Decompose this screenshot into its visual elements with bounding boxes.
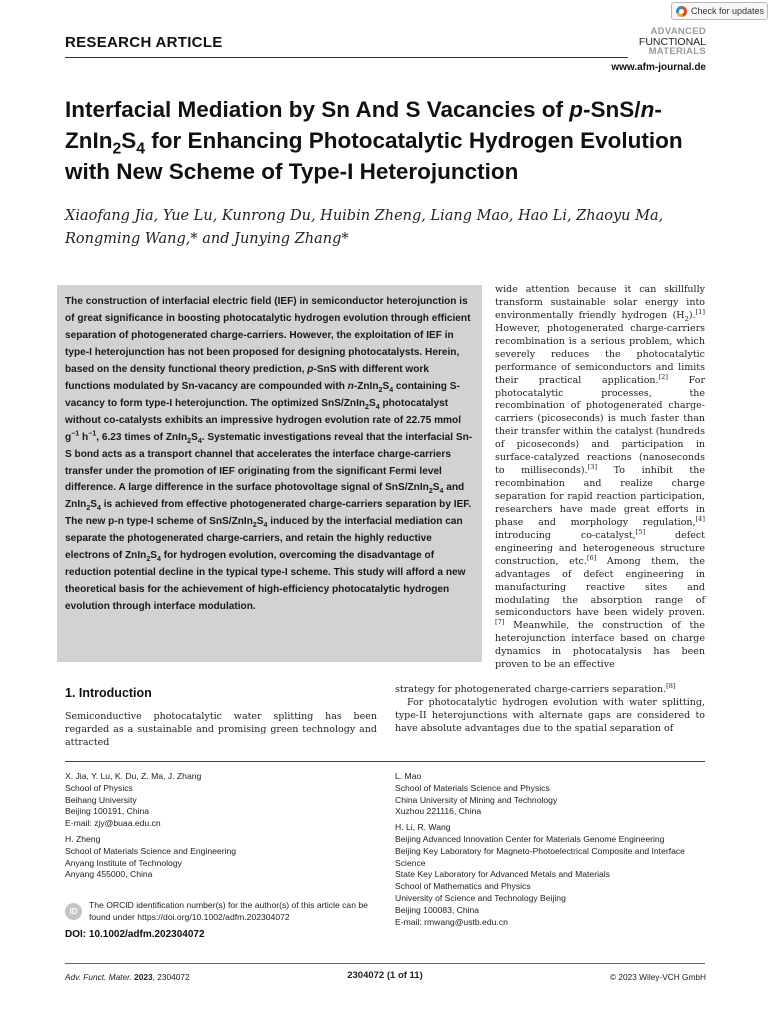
intro-wide-line: strategy for photogenerated charge-carriers separation.[8] [395,681,676,695]
doi-link[interactable]: DOI: 10.1002/adfm.202304072 [65,929,205,940]
affiliation-line: L. Mao [395,771,422,781]
affiliation-line: Beihang University [65,794,137,805]
intro-wide-paragraph: For photocatalytic hydrogen evolution with water splitting, type-II heterojunctions with alternate gaps are considered to have absolute advantages due to the spatial separation of [395,696,705,734]
affiliation-divider [65,761,705,762]
author-list: Xiaofang Jia, Yue Lu, Kunrong Du, Huibin Zheng, Liang Mao, Hao Li, Zhaoyu Ma, Rongming Wang,* and Junying Zhang* [65,208,664,247]
journal-logo [626,27,706,57]
intro-right-column: wide attention because it can skillfully transform sustainable solar energy into environmentally friendly hydrogen $(H_2).[1]$ However, photogenerated charge-carriers recombination is a serious problem, which severely reduces the photocatalytic performance of semiconductors and limits their practical application.[2] For photocatalytic processes, the recombination of photogenerated charge-carriers (picoseconds) is much faster than their transfer within the catalyst (hundreds of picoseconds) and participation in surface-catalyzed reactions (nanoseconds to milliseconds).[3] To inhibit the recombination and realize charge separation for rapid reaction participation, researchers have made great efforts in phase and morphology regulation,[4] introducing co-catalyst,[5] defect engineering and heterogeneous structure construction, etc.[6] Among them, the advantages of defect engineering in manufacturing reactive sites and modulating the absorption range of semiconductors have been widely proven.[7] Meanwhile, the construction of the heterojunction interface based on charge dynamics in photocatalysis has been proven to be an effective [495,284,706,671]
affiliation-line: Anyang Institute of Technology [65,857,182,868]
check-updates-icon [676,6,687,17]
affiliation-line: X. Jia, Y. Lu, K. Du, Z. Ma, J. Zhang [65,771,202,781]
orcid-icon: ID [65,903,82,920]
section-label: RESEARCH ARTICLE [65,34,223,51]
affiliation-line: School of Physics [65,782,133,793]
footer-citation: Adv. Funct. Mater. 2023, 2304072 [65,972,190,982]
affiliations-left [65,771,365,881]
affiliation-line: China University of Mining and Technology [395,794,558,805]
affiliation-line: Xuzhou 221116, China [395,806,482,817]
footer-divider [65,963,705,964]
affiliation-line: Beijing 100083, China [395,904,480,915]
logo-line-2: FUNCTIONAL [638,36,706,48]
affiliation-line: H. Zheng [65,833,101,844]
affiliation-line: School of Materials Science and Physics [395,782,550,793]
affiliation-line: Beijing Key Laboratory for Magneto-Photoelectrical Composite and Interface Science [395,845,685,868]
article-title: Interfacial Mediation by Sn And S Vacancies of $p-SnS/n-ZnIn_2S_4$ for Enhancing Photocatalytic Hydrogen Evolution with New Scheme of Type-I Heterojunction [65,97,683,184]
journal-url-link[interactable]: www.afm-journal.de [611,62,706,73]
orcid-note[interactable]: The ORCID identification number(s) for the author(s) of this article can be found under https://doi.org/10.1002/adfm.202304072 [89,900,368,922]
affiliation-line: H. Li, R. Wang [395,822,451,833]
footer-copyright: © 2023 Wiley-VCH GmbH [609,972,706,982]
section-heading-introduction: 1. Introduction [65,686,152,700]
intro-wide-column [395,681,705,736]
check-updates-label: Check for updates [691,6,765,16]
affiliation-line: Beijing Advanced Innovation Center for Materials Genome Engineering [395,833,665,844]
logo-line-1: ADVANCED [650,26,706,37]
affiliation-email[interactable]: E-mail: rmwang@ustb.edu.cn [395,916,508,927]
affiliation-line: University of Science and Technology Beijing [395,892,566,903]
logo-line-3: MATERIALS [648,46,706,57]
affiliation-line: Anyang 455000, China [65,869,153,880]
footer-year: 2023 [134,972,153,982]
footer-journal: Adv. Funct. Mater. [65,972,132,982]
intro-left-column: Semiconductive photocatalytic water splitting has been regarded as a sustainable and promising green technology and attracted [65,711,377,748]
page-number: 2304072 (1 of 11) [347,970,423,981]
affiliation-line: School of Mathematics and Physics [395,881,531,892]
abstract-box: The construction of interfacial electric field (IEF) in semiconductor heterojunction is of great significance in boosting photocatalytic hydrogen evolution through efficient separation of photogenerated charge-carriers. However, the exploitation of IEF in type-I heterojunction has not been proposed for designing photocatalysts. Herein, based on the density functional theory prediction, p-SnS with different work functions modulated by Sn-vacancy are compounded with $n-ZnIn_2S_4$ containing S-vacancy to form type-I heterojunction. The optimized SnS/$ZnIn_2S_4$ photocatalyst without co-catalysts exhibits an impressive hydrogen evolution rate of 22.75 mmol $g^{-1}$ $h^{-1}$, 6.23 times of $ZnIn_2S_4$. Systematic investigations reveal that the interfacial Sn-S bond acts as a transport channel that accelerates the interface charge-carriers transfer under the promotion of IEF originating from the significant Fermi level difference. A large difference in the surface photovoltage signal of SnS/$ZnIn_2S_4$ and $ZnIn_2S_4$ is achieved from effective photogenerated charge-carriers separation by IEF. The new p-n type-I scheme of SnS/$ZnIn_2S_4$ induced by the interfacial mediation can separate the photogenerated charge-carriers, and retain the highly reductive electrons of $ZnIn_2S_4$ for hydrogen evolution, overcoming the disadvantage of reduction potential decline in the typical type-I scheme. This study will afford a new theoretical basis for the achievement of high-efficiency photocatalytic hydrogen evolution through interface modulation. [57,285,482,662]
header-divider [65,57,628,58]
affiliation-line: School of Materials Science and Engineering [65,845,237,856]
affiliation-line: Beijing 100191, China [65,806,150,817]
affiliation-email[interactable]: E-mail: zjy@buaa.edu.cn [65,818,161,829]
affiliations-right [395,771,705,928]
check-for-updates-button[interactable] [671,2,768,20]
affiliation-line: State Key Laboratory for Advanced Metals and Materials [395,869,610,880]
footer-article-number: 2304072 [157,972,190,982]
